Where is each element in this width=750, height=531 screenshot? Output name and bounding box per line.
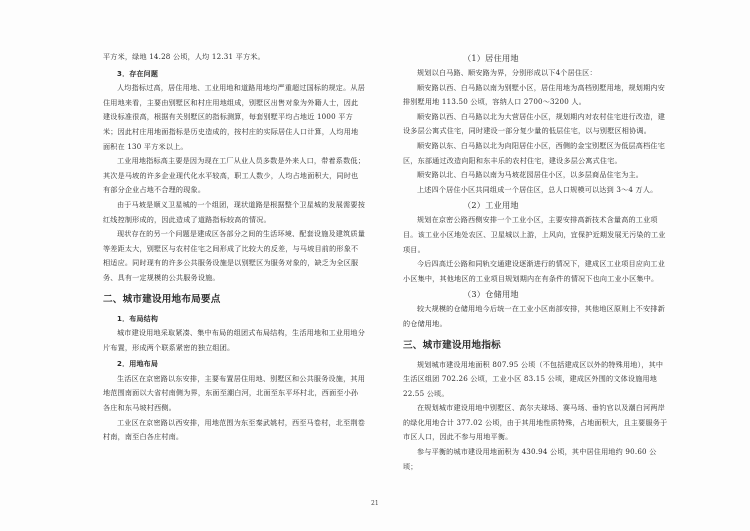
paragraph: 在规划城市建设用地中别墅区、高尔夫球场、赛马场、垂钓官以及潮白河两岸的绿化用地合计 377.02 公顷，由于其用地性质特殊，占地面积大，且主要服务于市区人口，因此不参与用地平衡。 [403, 403, 668, 442]
paragraph: 工业用地指标高主要是因为现在工厂从业人员多数是外来人口，带着系数低；其次是马坡的许多企业现代化水平较高，职工人数少，人均占地面积大，同时也有部分企业占地不合理的现象。 [103, 156, 365, 195]
paragraph: 顺安路以西、白马路以北为大营居住小区，规划期内对农村住宅进行改造，建设多层公寓式住宅，同时建设一部分复少量的低层住宅，以与别墅区相协调。 [403, 111, 665, 136]
subsection-heading-residential: （1）居住用地 [463, 53, 519, 63]
section-heading-layout-structure: 1．布局结构 [117, 314, 159, 323]
paragraph: 今后四高迁公路和同轨交通建设逐渐进行的情况下，建成区工业项目应向工业小区集中，其他地区的工业项目规划期内在有条件的情况下也向工业小区集中。 [403, 259, 665, 283]
paragraph: 工业区在京密路以西安排，用地范围为东至秦武姚村，西至马卷村，北至荆卷村南，南至白各庄村南。 [103, 417, 365, 442]
paragraph: 参与平衡的城市建设用地面积为 430.94 公顷，其中居住用地约 90.60 公顷； [403, 447, 657, 471]
chapter-heading: 二、城市建设用地布局要点 [103, 293, 221, 305]
paragraph: 人均指标过高，居住用地、工业用地和道路用地均严重超过国标的规定。从居住用地来看，主要由别墅区和村庄用地组成，别墅区出售对象为外籍人士，因此建设标准很高，根据有关别墅区的指标测算，每套别墅平均占地近 1000 平方米；因此村庄用地面指标是历史造成的，按村庄的实际居住人口计算，人均用地面积在 130 平方米以上。 [103, 83, 365, 151]
paragraph: 较大规模的仓储用地今后统一在工业小区南部安排，其他地区原则上不安排新的仓储用地。 [403, 304, 665, 328]
paragraph: 规划城市建设用地面积 807.95 公顷（不包括建成区以外的特殊用地），其中生活区组团 702.26 公顷，工业小区 83.15 公顷，建成区外围的文体设施用地 22.55 公顷。 [403, 359, 664, 398]
left-top-line: 平方米，绿地 14.28 公顷，人均 12.31 平方米。 [103, 52, 265, 61]
paragraph: 顺安路以东、白马路以北为向阳居住小区，西侧的金宝别墅区为低层高档住宅区，东部通过改造向阳和东丰乐的农村住宅，建设多层公寓式住宅。 [403, 140, 665, 165]
right-column [403, 50, 668, 474]
paragraph: 生活区在京密路以东安排，主要布置居住用地、别墅区和公共服务设施，其用地范围南面以大省村南侧为界，东面至潮白河，北面至东平坏村北，西面至小孙各庄和东马坡村西侧。 [103, 373, 365, 413]
paragraph: 现状存在的另一个问题是建成区各部分之间的生活环境、配套设施及建筑质量等差距太大，别墅区与农村住宅之间形成了比较大的反差，与马坡目前的形象不相适应。同时现有的许多公共服务设施是以别墅区为服务对象的，缺乏为全区服务、具有一定规模的公共服务设施。 [103, 229, 365, 282]
paragraph: 顺安路以西、白马路以南为别墅小区，居住用地为高档别墅用地，规划期内安排别墅用地 113.50 公顷，容纳人口 2700～3200 人。 [403, 82, 665, 107]
page-number: 21 [371, 500, 379, 507]
section-heading-land-layout: 2．用地布局 [117, 360, 159, 369]
paragraph: 顺安路以北、白马路以南为马坡花园居住小区，以多层商品住宅为主。 [417, 170, 644, 180]
paragraph: 城市建设用地采取紧凑、集中布局的组团式布局结构，生活用地和工业用地分片布置，形成两个联系紧密的独立组团。 [103, 328, 365, 352]
paragraph: 由于马坡是顺义卫星城的一个组团，现状道路是根据整个卫星城的发展需要按红线控制形成的，因此造成了道路指标较高的情况。 [103, 199, 365, 224]
section-heading-problems: 3．存在问题 [117, 69, 159, 78]
chapter-heading: 三、城市建设用地指标 [403, 339, 501, 351]
paragraph: 上述四个居住小区共同组成一个居住区，总人口规模可以达到 3～4 万人。 [417, 184, 658, 194]
subsection-heading-industrial: （2）工业用地 [463, 200, 519, 211]
paragraph: 规划以白马路、顺安路为界，分别形成以下4个居住区： [417, 68, 597, 77]
left-column [103, 50, 365, 445]
paragraph: 规划在京密公路西侧安排一个工业小区，主要安排高新技术含量高的工业项目。该工业小区地处农区、卫星城以上游，上风向，宜保护近期发展无污染的工业项目。 [403, 215, 666, 254]
subsection-heading-storage: （3）仓储用地 [463, 289, 519, 300]
